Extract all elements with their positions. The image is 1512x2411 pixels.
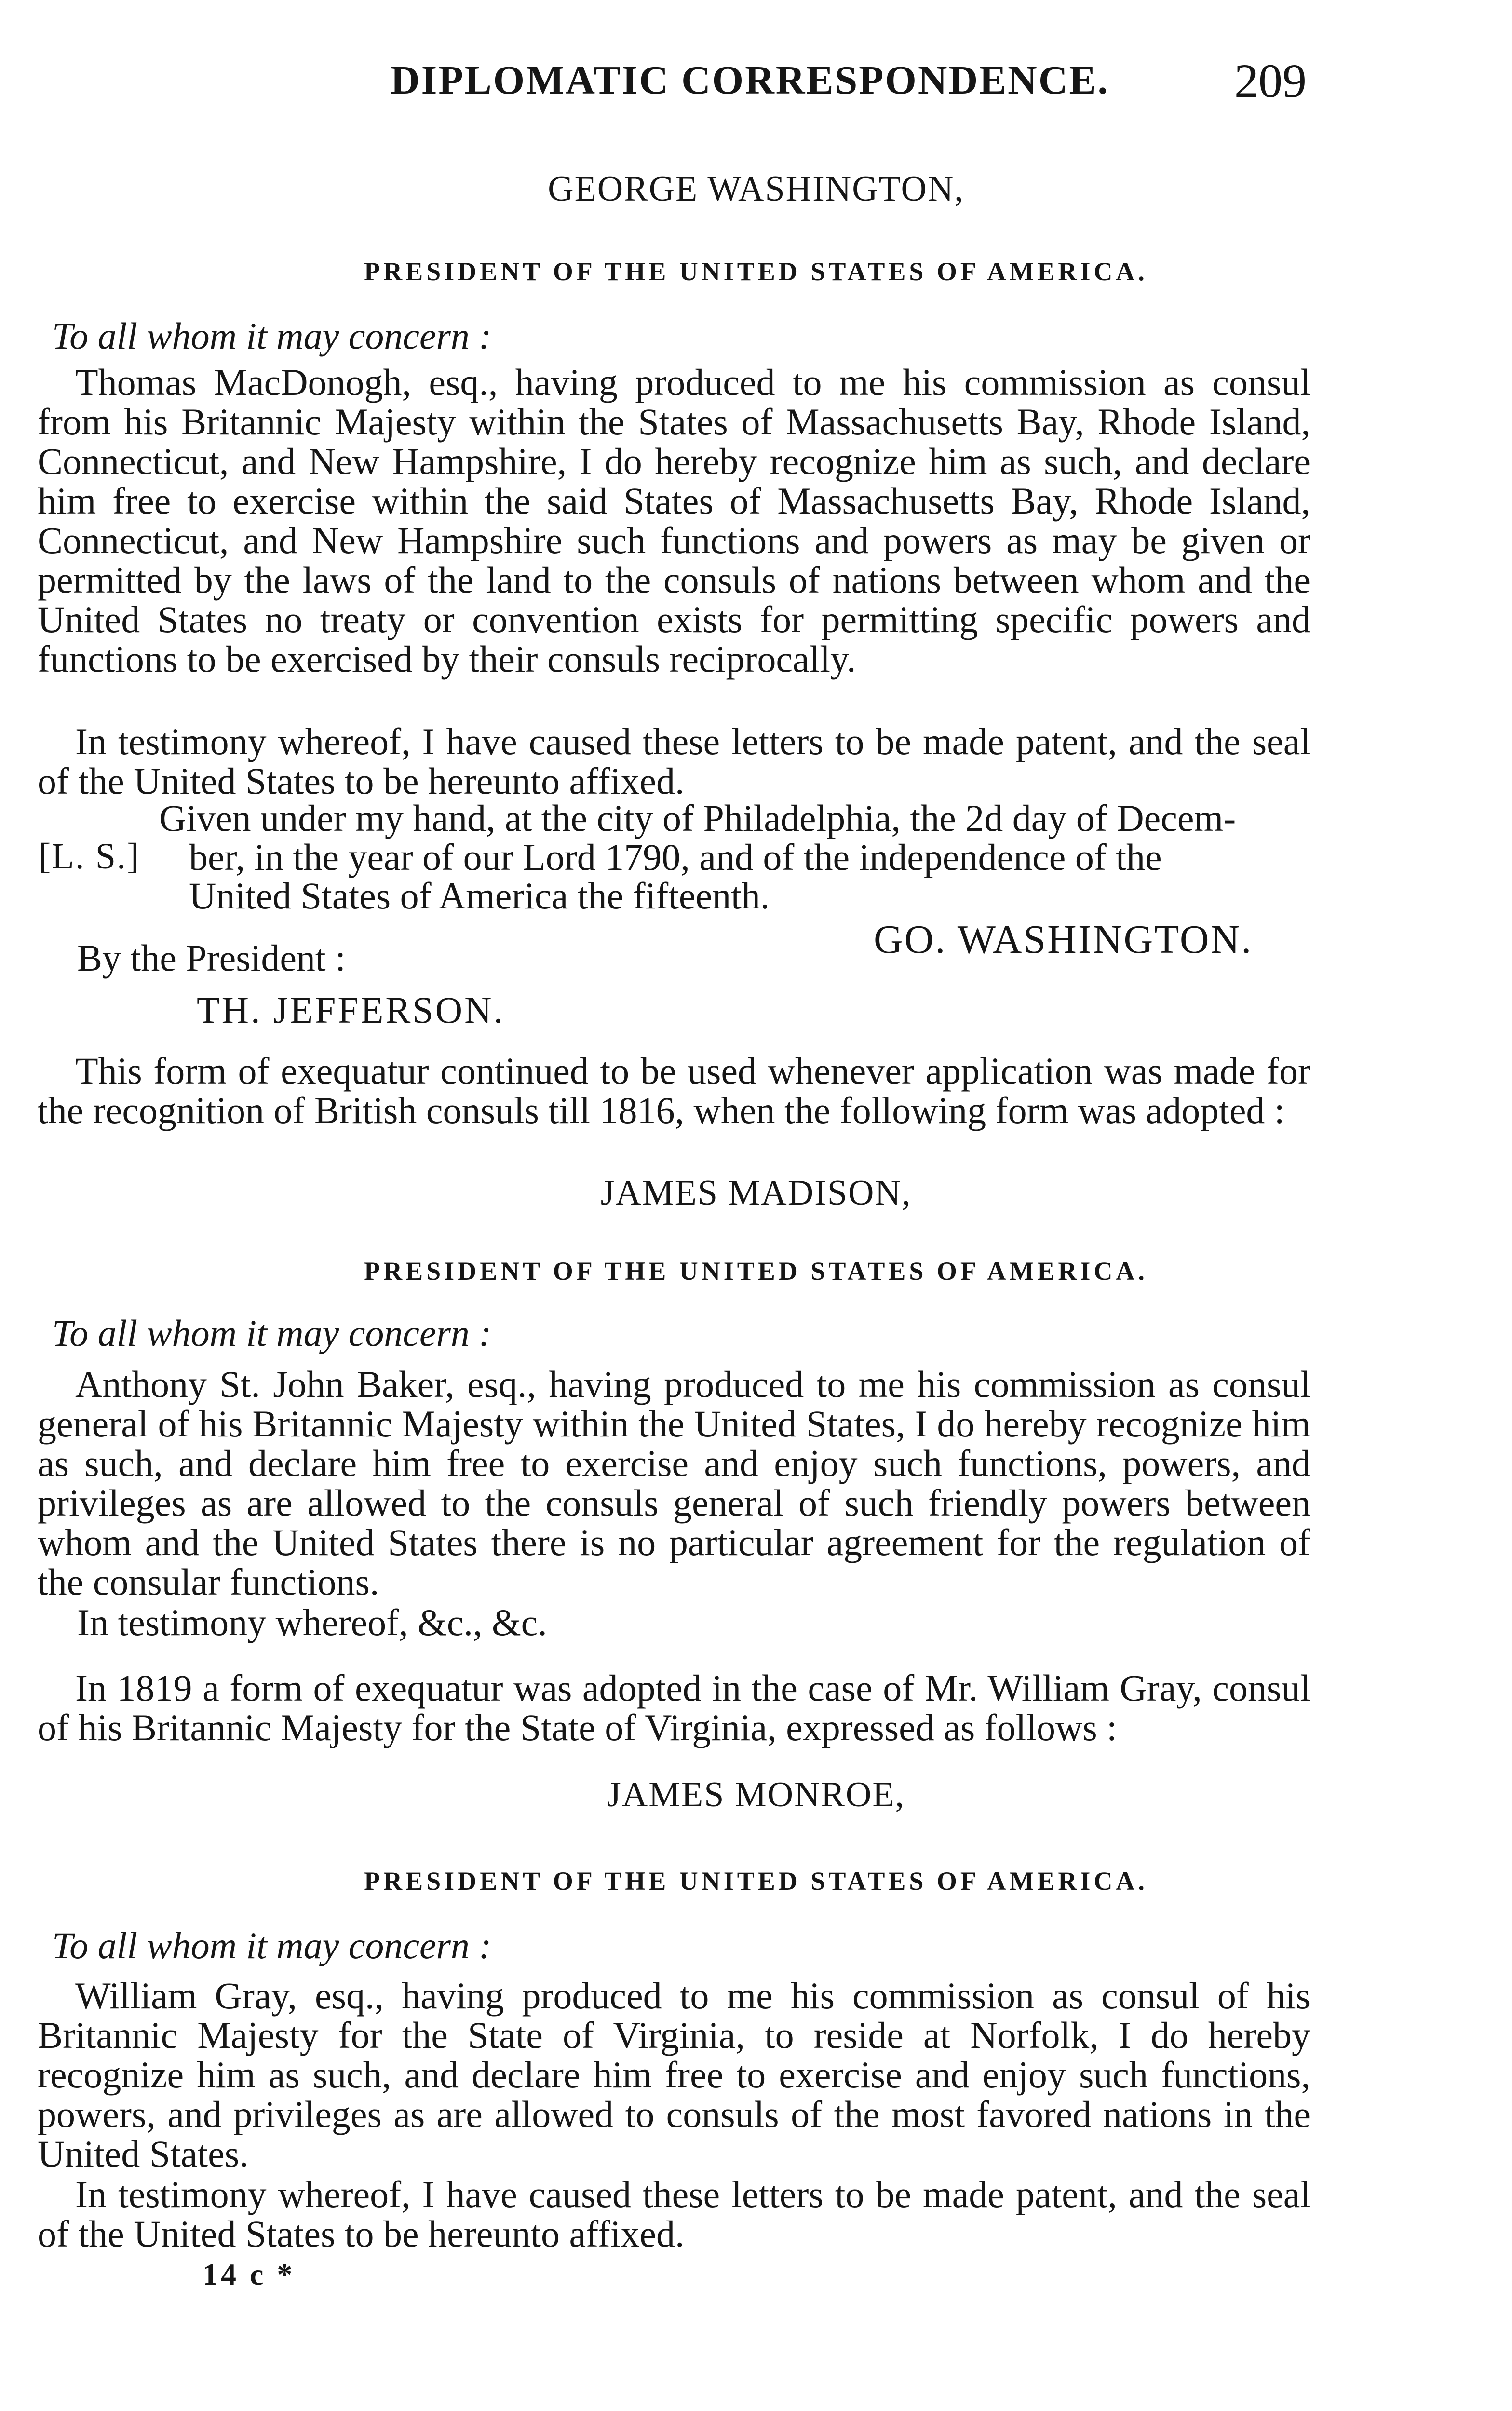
doc3-testimony: In testimony whereof, I have caused these letters to be made patent, and the seal of the United States to be hereunto affixed. (38, 2173, 1310, 2255)
doc1-signature: GO. WASHINGTON. (874, 917, 1253, 962)
running-head: DIPLOMATIC CORRESPONDENCE. (391, 58, 1109, 103)
doc1-given-line1: Given under my hand, at the city of Philadelphia, the 2d day of Decem- (159, 797, 1236, 839)
page-header (0, 54, 1512, 115)
page-number: 209 (1234, 54, 1307, 108)
doc2-subtitle: PRESIDENT OF THE UNITED STATES OF AMERICA. (364, 1257, 1148, 1286)
doc3-salutation: To all whom it may concern : (52, 1924, 492, 1966)
doc1-salutation: To all whom it may concern : (52, 315, 492, 357)
doc1-given-line3: United States of America the fifteenth. (189, 875, 770, 917)
doc2-body: Anthony St. John Baker, esq., having produced to me his commission as consul general of his Britannic Majesty within the United States, I do hereby recognize him as such, and declare him free to exercise and enjoy such functions, powers, and privileges as are allowed to the consuls general of such friendly powers between whom and the United States there is no particular agreement for the regulation of the consular functions. (38, 1363, 1310, 1603)
doc1-countersign: TH. JEFFERSON. (197, 989, 505, 1031)
doc2-testimony: In testimony whereof, &c., &c. (77, 1601, 547, 1643)
doc2-title: JAMES MADISON, (600, 1173, 912, 1213)
doc1-testimony: In testimony whereof, I have caused these letters to be made patent, and the seal of the United States to be hereunto affixed. (38, 720, 1310, 802)
doc3-subtitle: PRESIDENT OF THE UNITED STATES OF AMERICA. (364, 1867, 1148, 1896)
doc3-body: William Gray, esq., having produced to me his commission as consul of his Britannic Majesty for the State of Virginia, to reside at Norfolk, I do hereby recognize him as such, and declare him free to exercise and enjoy such functions, powers, and privileges as are allowed to consuls of the most favored nations in the United States. (38, 1975, 1310, 2175)
doc1-title: GEORGE WASHINGTON, (548, 169, 964, 209)
doc2-salutation: To all whom it may concern : (52, 1312, 492, 1354)
interlude-paragraph-1: This form of exequatur continued to be used whenever application was made for the recognition of British consuls till 1816, when the following form was adopted : (38, 1050, 1310, 1131)
doc1-given-line2: ber, in the year of our Lord 1790, and of the independence of the (189, 836, 1162, 878)
doc3-title: JAMES MONROE, (607, 1775, 905, 1815)
doc1-by-president: By the President : (77, 937, 346, 979)
signature-mark: 14 c * (202, 2257, 296, 2291)
doc1-body: Thomas MacDonogh, esq., having produced to me his commission as consul from his Britannic Majesty within the States of Massachusetts Bay, Rhode Island, Connecticut, and New Hampshire, I do hereby recognize him as such, and declare him free to exercise within the said States of Massachusetts Bay, Rhode Island, Connecticut, and New Hampshire such functions and powers as may be given or permitted by the laws of the land to the consuls of nations between whom and the United States no treaty or convention exists for permitting specific powers and functions to be exercised by their consuls reciprocally. (38, 361, 1310, 680)
doc1-subtitle: PRESIDENT OF THE UNITED STATES OF AMERICA. (364, 257, 1148, 286)
seal-mark: [L. S.] (39, 836, 140, 877)
interlude-paragraph-2: In 1819 a form of exequatur was adopted in the case of Mr. William Gray, consul of his Britannic Majesty for the State of Virginia, expressed as follows : (38, 1667, 1310, 1748)
